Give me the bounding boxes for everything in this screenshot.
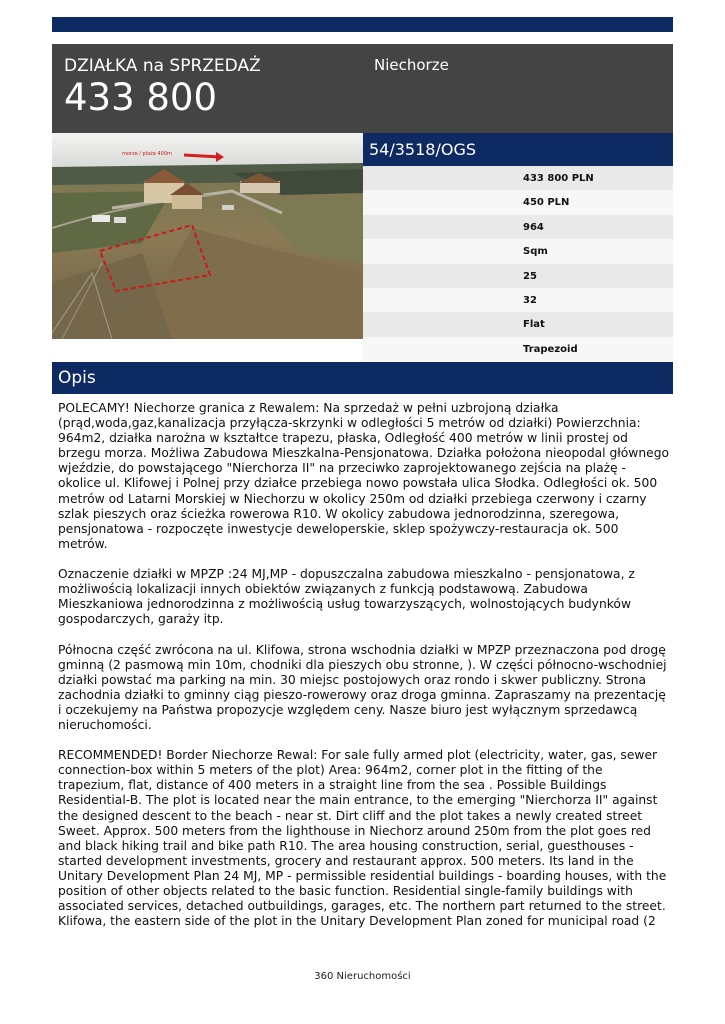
detail-row-length [363, 288, 673, 312]
description-paragraph: RECOMMENDED! Border Niechorze Rewal: For sale fully armed plot (electricity, water, gas, sewer connection-box within 5 meters of the plot) Area: 964m2, corner plot in the fitting of the trapezium, flat, distance of 400 meters in a straight line from the sea . Possible Buildings Residential-B. The plot is located near the main entrance, to the emerging "Nierchorza II" against the designed descent to the beach - near st. Dirt cliff and the plot takes a newly created street Sweet. Approx. 500 meters from the lighthouse in Niechorz around 250m from the plot goes red and black hiking trail and bike path R10. The area housing construction, serial, guesthouses - started development investments, grocery and restaurant approx. 500 meters. Its land in the Unitary Development Plan 24 MJ, MP - permissible residential buildings - boarding houses, with the position of other objects related to the basic function. Residential single-family buildings with associated services, detached outbuildings, garages, etc. The northern part returned to the street. Klifowa, the eastern side of the plot in the Unitary Development Plan zoned for municipal road (2 [58, 748, 667, 929]
description-container [58, 401, 670, 932]
listing-location: Niechorze [374, 56, 449, 74]
detail-row-unit [363, 239, 673, 263]
listing-type: DZIAŁKA na SPRZEDAŻ [64, 56, 261, 76]
detail-value: Trapezoid [523, 343, 578, 355]
footer-agency: 360 Nieruchomości [314, 971, 411, 982]
detail-value: Flat [523, 319, 545, 331]
property-photo [52, 133, 363, 339]
detail-value: 433 800 PLN [523, 173, 594, 184]
detail-row-price [363, 166, 673, 190]
detail-row-terrain [363, 312, 673, 336]
description-paragraph: Oznaczenie działki w MPZP :24 MJ,MP - dopuszczalna zabudowa mieszkalno - pensjonatowa, z możliwością lokalizacji innych obiektów związanych z funkcją podstawową. Zabudowa Mieszkaniowa jednorodzinna z możliwością usług towarzyszących, wolnostojących budynków gospodarczych, garaży itp. [58, 567, 635, 627]
listing-price: 433 800 [64, 76, 218, 119]
listing-reference: 54/3518/OGS [369, 140, 477, 159]
listing-header [52, 44, 673, 133]
section-title: Opis [58, 368, 96, 388]
detail-value: 25 [523, 270, 537, 282]
top-accent-bar [52, 17, 673, 32]
detail-value: 32 [523, 294, 537, 306]
details-table [363, 166, 673, 361]
description-paragraph: POLECAMY! Niechorze granica z Rewalem: Na sprzedaż w pełni uzbrojoną działka (prąd,woda,gaz,kanalizacja przyłącza-skrzynki w odległości 5 metrów od działki) Powierzchnia: 964m2, działka narożna w kształtce trapezu, płaska, Odległość 400 metrów w linii prostej od brzegu morza. Możliwa Zabudowa Mieszkalna-Pensjonatowa. Działka położona nieopodal głównego wjeździe, do powstającego "Nierchorza II" na przeciwko zaprojektowanego zejścia na plażę - okolice ul. Klifowej i Polnej przy działce przebiega nowo powstała ulica Słodka. Odległości ok. 500 metrów od Latarni Morskiej w Niechorzu w okolicy 250m od działki przebiega czerwony i czarny szlak pieszych oraz ścieżka rowerowa R10. W okolicy zabudowa jednorodzinna, szeregowa, pensjonatowa - rozpoczęte inwestycje deweloperskie, sklep spożywczy-restauracja ok. 500 metrów. [58, 401, 670, 551]
detail-value: Sqm [523, 246, 548, 258]
section-header [52, 362, 673, 394]
description-paragraph: Północna część zwrócona na ul. Klifowa, strona wschodnia działki w MPZP przeznaczona pod drogę gminną (2 pasmową min 10m, chodniki dla pieszych obu stronne, ). W części północno-wschodniej działki powstać ma parking na min. 30 miejsc postojowych oraz rondo i skwer publiczny. Strona zachodnia działki to gminny ciąg pieszo-rowerowy oraz droga gminna. Zapraszamy na prezentację i oczekujemy na Państwa propozycje względem ceny. Nasze biuro jest wyłącznym sprzedawcą nieruchomości. [58, 642, 667, 732]
detail-row-area [363, 215, 673, 239]
detail-row-width [363, 264, 673, 288]
detail-value: 964 [523, 221, 544, 233]
detail-row-shape [363, 337, 673, 361]
photo-annotation: morze / plaża 400m [122, 151, 172, 157]
detail-value: 450 PLN [523, 197, 570, 209]
description [58, 401, 670, 929]
detail-row-price-per-unit [363, 190, 673, 214]
reference-bar [363, 133, 673, 166]
